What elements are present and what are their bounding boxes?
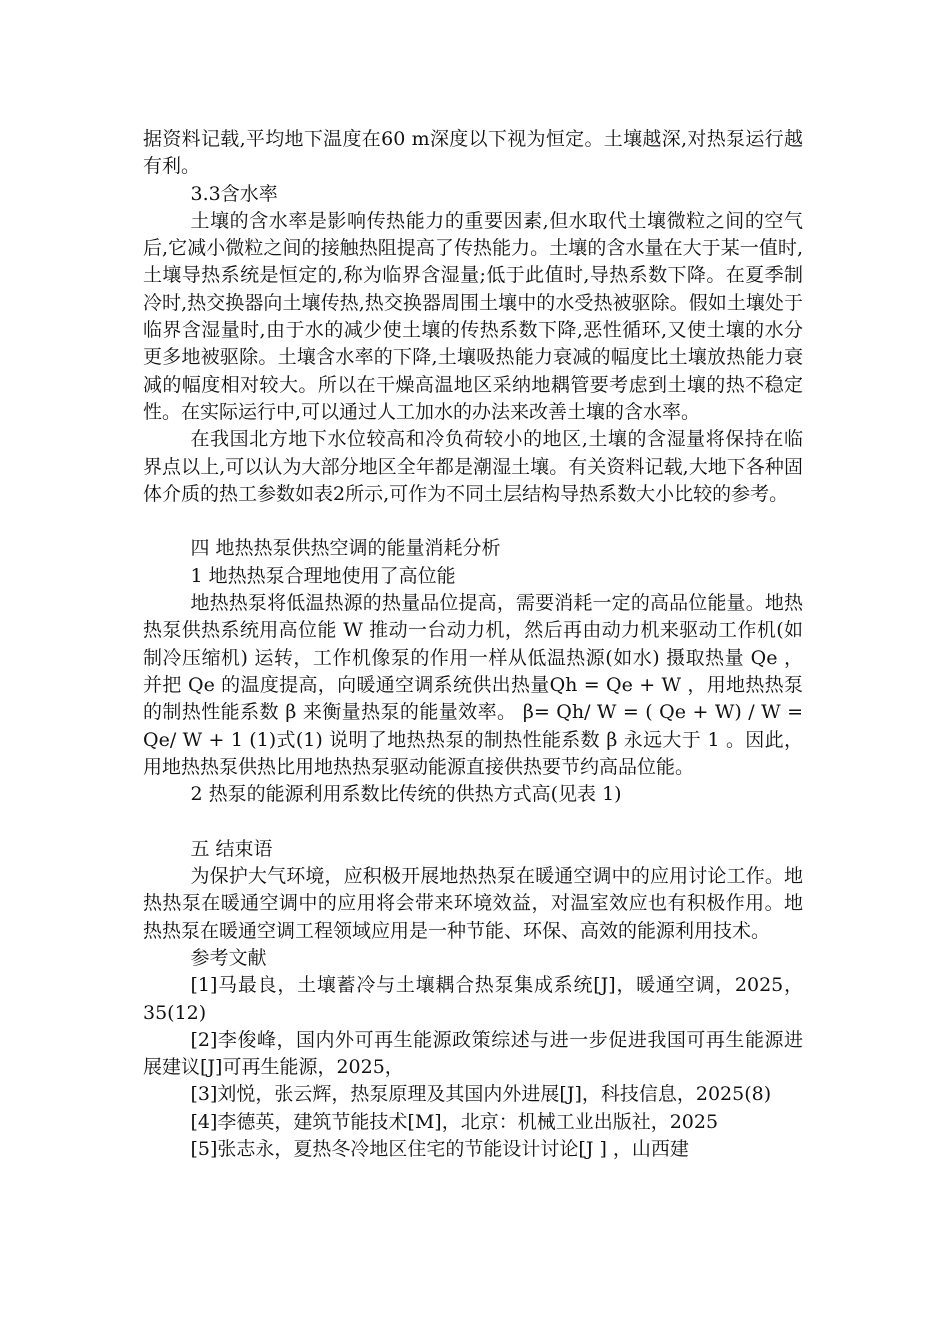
reference-item: [1]马最良，土壤蓄冷与土壤耦合热泵集成系统[J]，暖通空调，2025，35(12) — [143, 974, 803, 1024]
reference-item: [3]刘悦，张云辉，热泵原理及其国内外进展[J]，科技信息，2025(8) — [190, 1083, 772, 1106]
reference-item: [4]李德英，建筑节能技术[M]，北京：机械工业出版社，2025 — [190, 1110, 719, 1133]
paragraph-north-china-soil: 在我国北方地下水位较高和冷负荷较小的地区,土壤的含湿量将保持在临界点以上,可以认为大部分地区全年都是潮湿土壤。有关资料记载,大地下各种固体介质的热工参数如表2所示,可作为不同土层结构导热系数大小比较的参考。 — [143, 428, 803, 505]
reference-item: [2]李俊峰，国内外可再生能源政策综述与进一步促进我国可再生能源进展建议[J]可再生能源，2025， — [143, 1028, 803, 1079]
paragraph-groundwater-temperature: 据资料记载,平均地下温度在60 m深度以下视为恒定。土壤越深,对热泵运行越有利。 — [143, 128, 803, 178]
heading-conclusion: 五 结束语 — [190, 837, 273, 860]
document-body — [143, 126, 803, 1163]
heading-references: 参考文献 — [190, 946, 267, 969]
heading-water-content: 3.3含水率 — [190, 182, 278, 205]
section-spacer — [143, 808, 803, 835]
heading-section-four: 四 地热热泵供热空调的能量消耗分析 — [190, 537, 501, 560]
heading-high-grade-energy: 1 地热热泵合理地使用了高位能 — [190, 564, 456, 587]
section-spacer — [143, 508, 803, 535]
reference-item: [5]张志永，夏热冬冷地区住宅的节能设计讨论[J ] ，山西建 — [190, 1137, 689, 1160]
paragraph-conclusion: 为保护大气环境，应积极开展地热热泵在暖通空调中的应用讨论工作。地热热泵在暖通空调中的应用将会带来环境效益，对温室效应也有积极作用。地热热泵在暖通空调工程领域应用是一种节能、环保、高效的能源利用技术。 — [143, 865, 803, 942]
heading-energy-utilization: 2 热泵的能源利用系数比传统的供热方式高(见表 1) — [190, 783, 622, 806]
paragraph-heat-pump-energy: 地热热泵将低温热源的热量品位提高，需要消耗一定的高品位能量。地热热泵供热系统用高位能 W 推动一台动力机，然后再由动力机来驱动工作机(如制冷压缩机) 运转，工作机像泵的作用一样从低温热源(如水) 摄取热量 Qe ，并把 Qe 的温度提高，向暖通空调系统供出热量Qh = Qe + W ，用地热热泵的制热性能系数 β 来衡量热泵的能量效率。 β= Qh/ W = ( Qe + W) / W = Qe/ W + 1 (1)式(1) 说明了地热热泵的制热性能系数 β 永远大于 1 。因此，用地热热泵供热比用地热热泵驱动能源直接供热要节约高品位能。 — [143, 592, 803, 778]
paragraph-water-content: 土壤的含水率是影响传热能力的重要因素,但水取代土壤微粒之间的空气后,它减小微粒之间的接触热阻提高了传热能力。土壤的含水量在大于某一值时,土壤导热系统是恒定的,称为临界含湿量;低于此值时,导热系数下降。在夏季制冷时,热交换器向土壤传热,热交换器周围土壤中的水受热被驱除。假如土壤处于临界含湿量时,由于水的减少使土壤的传热系数下降,恶性循环,又使土壤的水分更多地被驱除。土壤含水率的下降,土壤吸热能力衰减的幅度比土壤放热能力衰减的幅度相对较大。所以在干燥高温地区采纳地耦管要考虑到土壤的热不稳定性。在实际运行中,可以通过人工加水的办法来改善土壤的含水率。 — [143, 209, 803, 423]
